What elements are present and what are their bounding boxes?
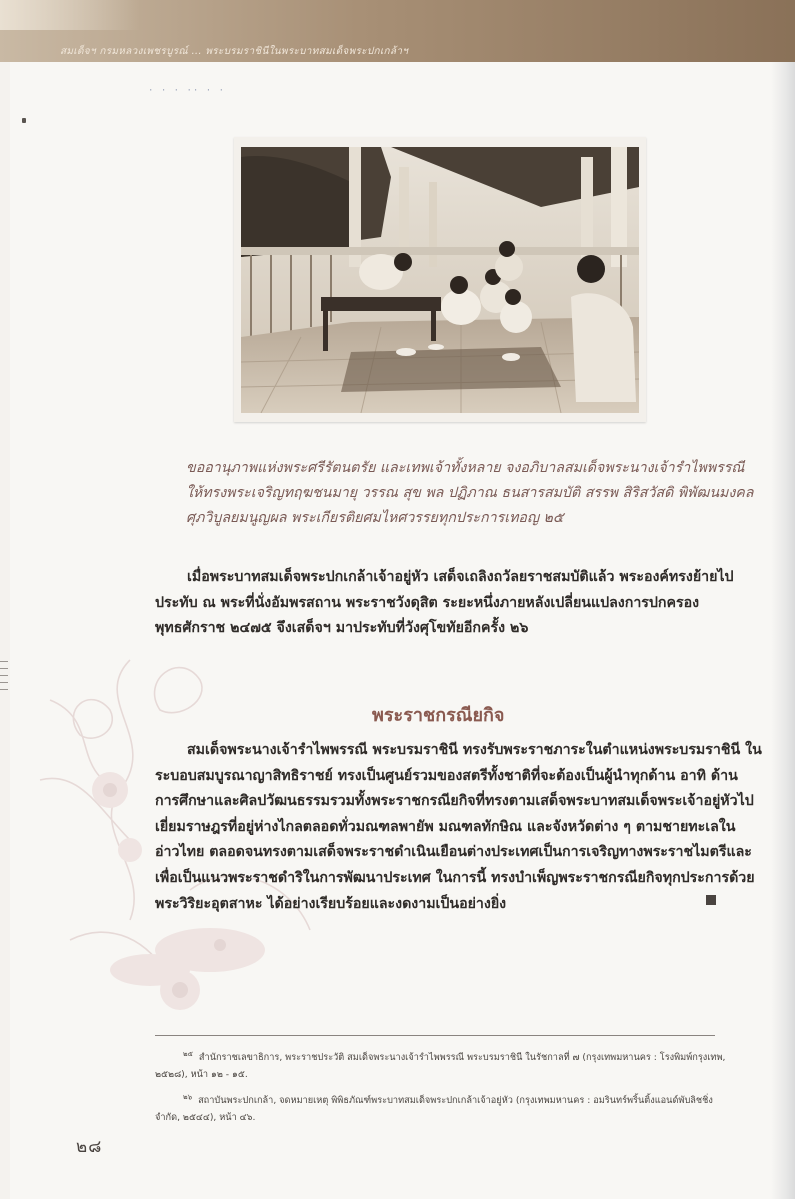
footnote [155,1089,725,1126]
scan-mark [22,118,26,123]
footnote-line [155,1046,725,1066]
section-title: พระราชกรณียกิจ [372,705,505,726]
paragraph-line: พุทธศักราช ๒๔๗๕ จึงเสด็จฯ มาประทับที่วังศุโขทัยอีกครั้ง ๒๖ [155,620,529,636]
footnote-line [155,1089,725,1109]
footnote-rule [155,1035,715,1036]
header-corner-decoration [0,0,140,30]
page-number: ๒๘ [76,1137,103,1157]
paragraph-line: เยี่ยมราษฎรที่อยู่ห่างไกลตลอดทั่วมณฑลพายัพ มณฑลทักษิณ และจังหวัดต่าง ๆ ตามชายทะเลใน [155,818,736,835]
header-band [0,0,795,62]
footnote-text: สถาบันพระปกเกล้า, จดหมายเหตุ พิพิธภัณฑ์พระบาทสมเด็จพระปกเกล้าเจ้าอยู่หัว (กรุงเทพมหานคร : อมรินทร์พริ้นติ้งแอนด์พับลิชชิ่ง [198,1095,713,1107]
photo-caption [186,456,754,531]
scan-speckle: · · · ·· · · [148,86,226,96]
footnote-line: ๒๕๒๘), หน้า ๑๒ - ๑๕. [155,1069,248,1081]
footnotes [155,1046,725,1132]
caption-line: ศุภวิบูลยมนูญผล พระเกียรติยศมไหศวรรยทุกประการเทอญ ๒๕ [186,510,564,526]
footnote-line: จำกัด, ๒๕๔๔), หน้า ๔๖. [155,1112,256,1124]
paragraph-line: พระวิริยะอุตสาหะ ได้อย่างเรียบร้อยและงดงามเป็นอย่างยิ่ง [155,895,507,912]
paragraph-line: สมเด็จพระนางเจ้ารำไพพรรณี พระบรมราชินี ทรงรับพระราชภาระในตำแหน่งพระบรมราชินี ใน [187,742,762,758]
margin-ticks [0,655,10,725]
body-paragraph-2 [155,738,762,917]
paragraph-line: เมื่อพระบาทสมเด็จพระปกเกล้าเจ้าอยู่หัว เสด็จเถลิงถวัลยราชสมบัติแล้ว พระองค์ทรงย้ายไป [187,569,734,585]
photo-image [241,147,639,413]
footnote-mark: ๒๕ [183,1050,193,1058]
footnote-mark: ๒๖ [183,1093,193,1102]
footnote-text: สำนักราชเลขาธิการ, พระราชประวัติ สมเด็จพระนางเจ้ารำไพพรรณี พระบรมราชินี ในรัชกาลที่ ๗ (กรุงเทพมหานคร : โรงพิมพ์กรุงเทพ, [198,1052,726,1064]
end-of-section-square-icon [706,895,716,905]
body-paragraph-1 [155,565,740,642]
paragraph-line: ระบอบสมบูรณาญาสิทธิราชย์ ทรงเป็นศูนย์รวมของสตรีทั้งชาติที่จะต้องเป็นผู้นำทุกด้าน อาทิ ด้าน [155,767,738,784]
paragraph-line: อ่าวไทย ตลอดจนทรงตามเสด็จพระราชดำเนินเยือนต่างประเทศเป็นการเจริญทางพระราชไมตรีและ [155,844,752,861]
footnote [155,1046,725,1083]
historical-photograph [241,147,639,413]
page-edge-shadow [771,62,795,1199]
paragraph-line: การศึกษาและศิลปวัฒนธรรมรวมทั้งพระราชกรณียกิจที่ทรงตามเสด็จพระบาทสมเด็จพระเจ้าอยู่หัวไป [155,793,754,810]
caption-line: ขออานุภาพแห่งพระศรีรัตนตรัย และเทพเจ้าทั้งหลาย จงอภิบาลสมเด็จพระนางเจ้ารำไพพรรณี [186,460,745,476]
paragraph-line: ประทับ ณ พระที่นั่งอัมพรสถาน พระราชวังดุสิต ระยะหนึ่งภายหลังเปลี่ยนแปลงการปกครอง [155,594,700,611]
running-title: สมเด็จฯ กรมหลวงเพชรบูรณ์ ... พระบรมราชินีในพระบาทสมเด็จพระปกเกล้าฯ [60,46,409,57]
paragraph-line: เพื่อเป็นแนวพระราชดำริในการพัฒนาประเทศ ในการนี้ ทรงบำเพ็ญพระราชกรณียกิจทุกประการด้วย [155,869,755,886]
caption-line: ให้ทรงพระเจริญทฤฆชนมายุ วรรณ สุข พล ปฏิภาณ ธนสารสมบัติ สรรพ สิริสวัสดิ พิพัฒนมงคล [186,485,754,501]
